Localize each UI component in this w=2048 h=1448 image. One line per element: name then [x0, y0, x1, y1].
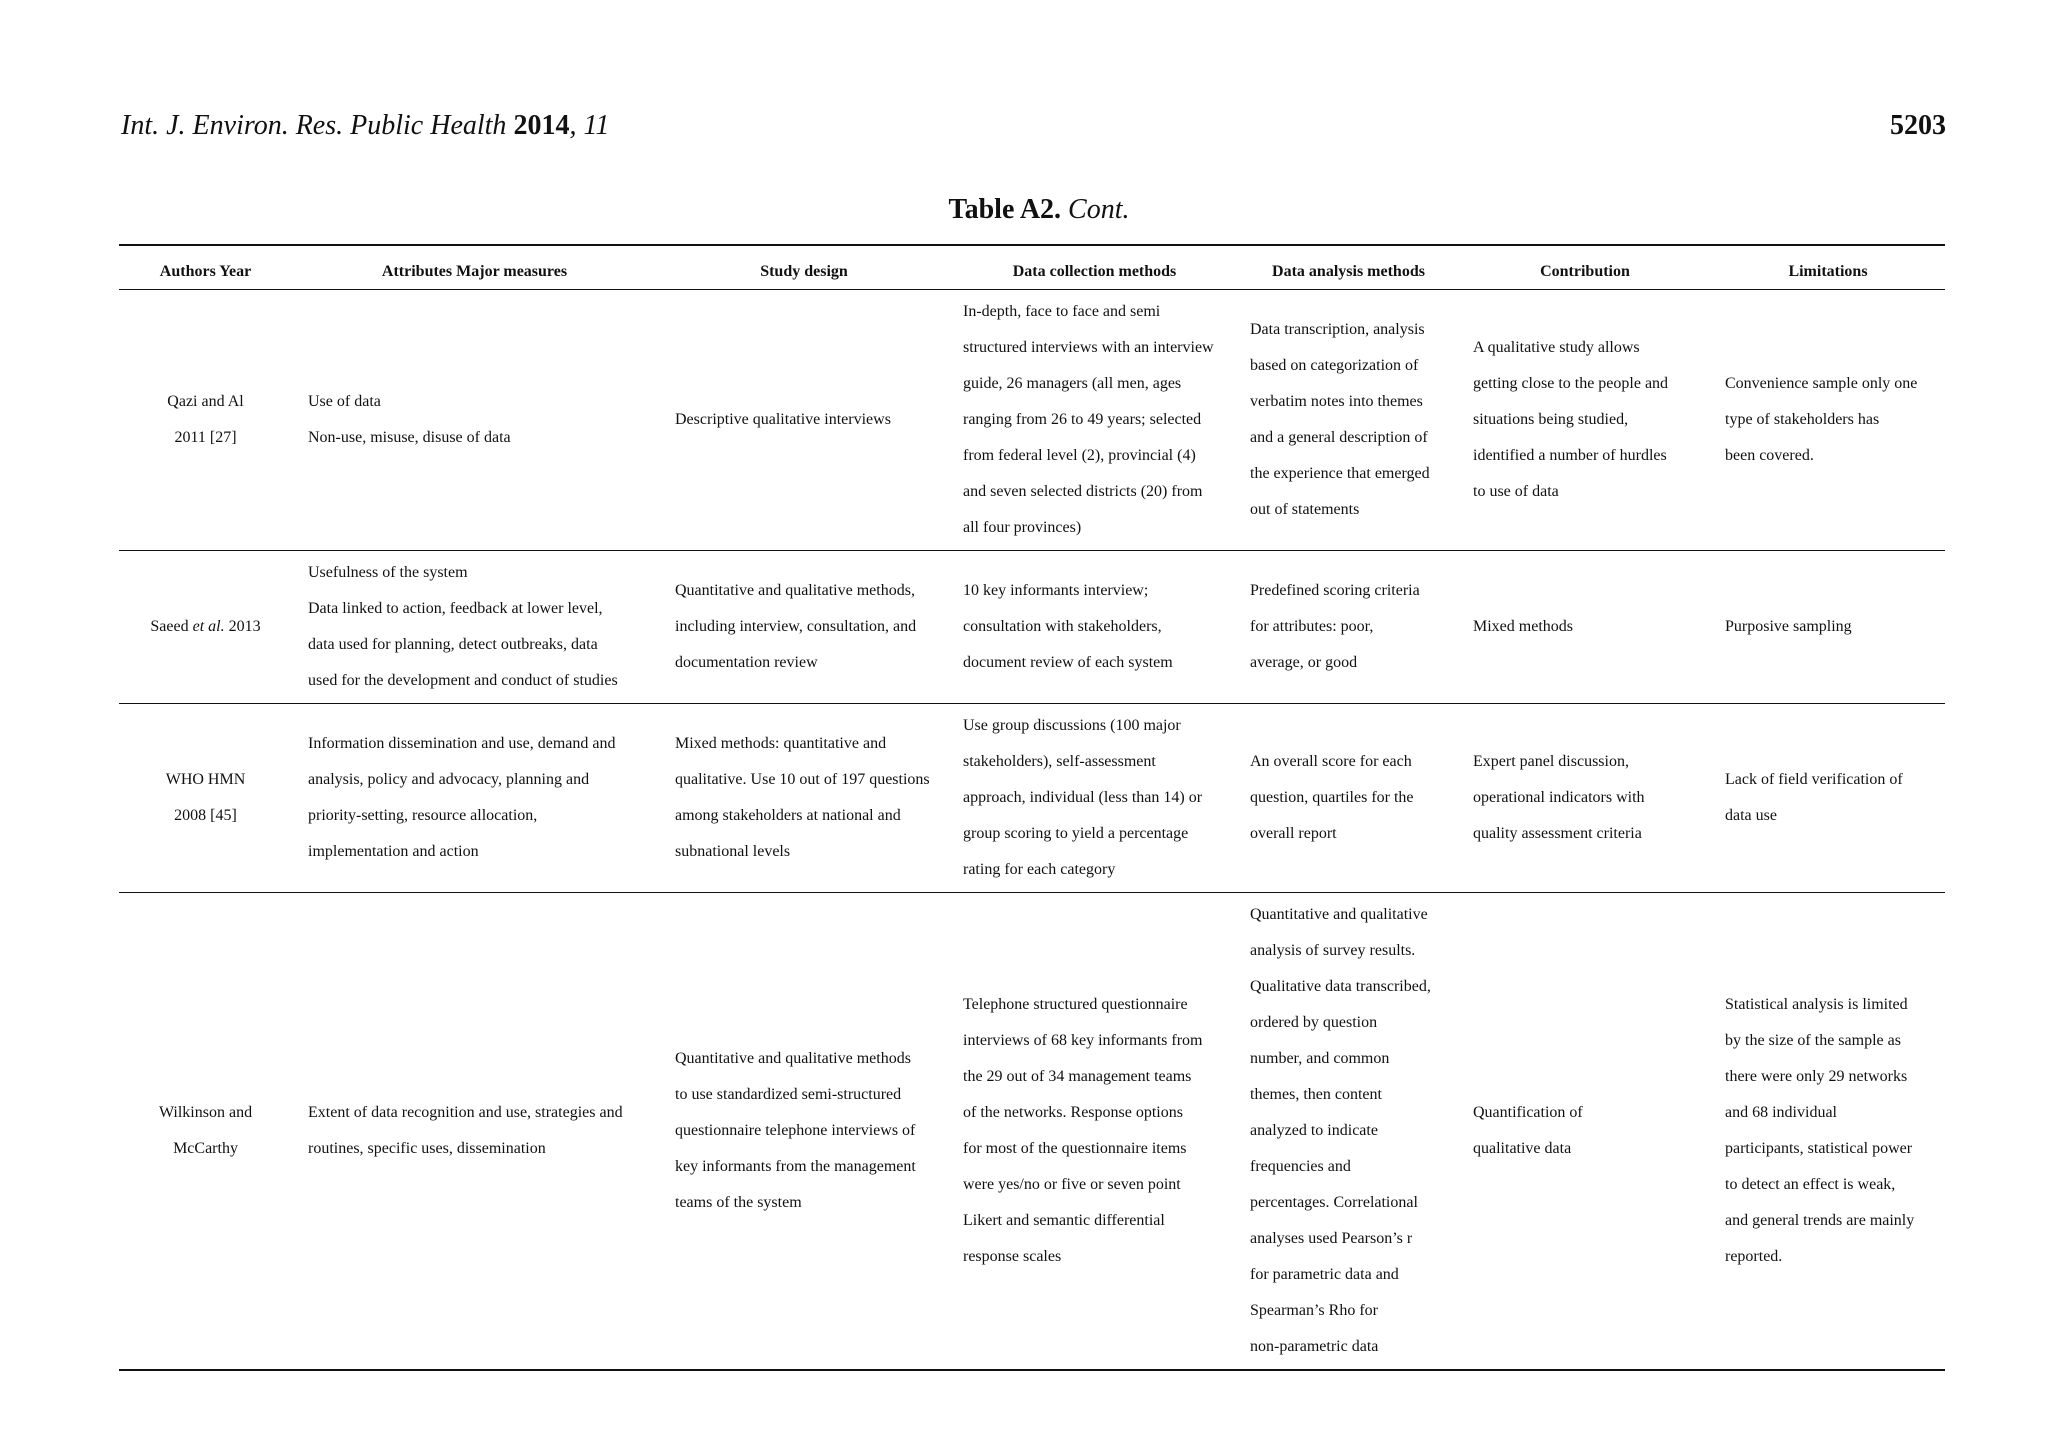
cell-line: to use of data [1473, 483, 1559, 500]
cell-line: Data linked to action, feedback at lower level, [308, 600, 603, 617]
cell-line: Use group discussions (100 major [963, 717, 1181, 734]
cell-line: data used for planning, detect outbreaks, data [308, 636, 598, 653]
cell-line: and general trends are mainly [1725, 1212, 1915, 1229]
table-cell-analysis [1238, 704, 1459, 893]
table-cell-limitations [1711, 893, 1945, 1371]
cell-line: the 29 out of 34 management teams [963, 1068, 1192, 1085]
table-cell-limitations [1711, 290, 1945, 551]
cell-line: McCarthy [173, 1140, 238, 1157]
cell-line: 10 key informants interview; [963, 582, 1149, 599]
cell-line: verbatim notes into themes [1250, 393, 1423, 410]
cell-line: type of stakeholders has [1725, 411, 1880, 428]
cell-line: Wilkinson and [158, 1104, 253, 1121]
cell-line: data use [1725, 807, 1777, 824]
cell-line: routines, specific uses, dissemination [308, 1140, 546, 1157]
cell-line: response scales [963, 1248, 1062, 1265]
cell-line: participants, statistical power [1725, 1140, 1913, 1157]
cell-line: 2011 [27] [174, 429, 237, 446]
cell-line: for most of the questionnaire items [963, 1140, 1187, 1157]
table-header-row [119, 245, 1945, 290]
cell-line: overall report [1250, 825, 1337, 842]
cell-line: for attributes: poor, [1250, 618, 1374, 635]
cell-line: Spearman’s Rho for [1250, 1302, 1378, 1319]
cell-line: question, quartiles for the [1250, 789, 1414, 806]
cell-line: Data transcription, analysis [1250, 321, 1425, 338]
cell-line: implementation and action [308, 843, 479, 860]
cell-line: to use standardized semi-structured [675, 1086, 902, 1103]
column-header: Attributes Major measures [292, 245, 657, 290]
table-cell-design [657, 290, 951, 551]
cell-line: Statistical analysis is limited [1725, 996, 1908, 1013]
cell-line: frequencies and [1250, 1158, 1351, 1175]
table-cell-design [657, 893, 951, 1371]
cell-line: stakeholders), self-assessment [963, 753, 1156, 770]
cell-line: used for the development and conduct of studies [308, 672, 618, 689]
cell-line: for parametric data and [1250, 1266, 1399, 1283]
column-header: Data collection methods [951, 245, 1238, 290]
table-cell-analysis [1238, 551, 1459, 704]
cell-line: questionnaire telephone interviews of [675, 1122, 916, 1139]
journal-volume: 11 [583, 110, 610, 141]
cell-line: teams of the system [675, 1194, 802, 1211]
cell-line: qualitative data [1473, 1140, 1572, 1157]
cell-line: Likert and semantic differential [963, 1212, 1165, 1229]
table-cell-attributes [292, 704, 657, 893]
table-cell-design [657, 551, 951, 704]
cell-line: operational indicators with [1473, 789, 1645, 806]
cell-line: guide, 26 managers (all men, ages [963, 375, 1182, 392]
cell-line: quality assessment criteria [1473, 825, 1642, 842]
cell-line: Lack of field verification of [1725, 771, 1903, 788]
cell-line: qualitative. Use 10 out of 197 questions [675, 771, 930, 788]
table-body [119, 290, 1945, 1371]
cell-line: An overall score for each [1250, 753, 1412, 770]
cell-line: and a general description of [1250, 429, 1428, 446]
cell-line: consultation with stakeholders, [963, 618, 1162, 635]
cell-line: Quantitative and qualitative [1250, 906, 1428, 923]
cell-line: documentation review [675, 654, 818, 671]
cell-line: all four provinces) [963, 519, 1082, 536]
cell-line: priority-setting, resource allocation, [308, 807, 538, 824]
cell-line: out of statements [1250, 501, 1360, 518]
cell-line: structured interviews with an interview [963, 339, 1214, 356]
cell-line: based on categorization of [1250, 357, 1419, 374]
cell-line: there were only 29 networks [1725, 1068, 1908, 1085]
page-number: 5203 [1890, 110, 1946, 141]
cell-line: Telephone structured questionnaire [963, 996, 1188, 1013]
cell-line: Convenience sample only one [1725, 375, 1918, 392]
cell-line: Saeed et al. 2013 [150, 618, 261, 635]
column-header: Study design [657, 245, 951, 290]
cell-line: interviews of 68 key informants from [963, 1032, 1203, 1049]
journal-year: 2014 [513, 110, 570, 141]
cell-line: Quantitative and qualitative methods, [675, 582, 915, 599]
column-header: Limitations [1711, 245, 1945, 290]
cell-line: Quantitative and qualitative methods [675, 1050, 911, 1067]
cell-line: approach, individual (less than 14) or [963, 789, 1203, 806]
cell-line: and 68 individual [1725, 1104, 1837, 1121]
cell-line: Extent of data recognition and use, strategies and [308, 1104, 623, 1121]
table-cell-limitations [1711, 551, 1945, 704]
cell-line: Descriptive qualitative interviews [675, 411, 891, 428]
table-cell-authors [119, 290, 292, 551]
column-header: Contribution [1459, 245, 1711, 290]
studies-table [119, 244, 1945, 1371]
cell-line: ordered by question [1250, 1014, 1378, 1031]
table-cell-attributes [292, 290, 657, 551]
table-cell-analysis [1238, 290, 1459, 551]
table-caption [0, 194, 2048, 226]
cell-line: number, and common [1250, 1050, 1390, 1067]
cell-line: rating for each category [963, 861, 1116, 878]
cell-line: reported. [1725, 1248, 1783, 1265]
cell-line: non-parametric data [1250, 1338, 1379, 1355]
cell-line: and seven selected districts (20) from [963, 483, 1203, 500]
cell-line: including interview, consultation, and [675, 618, 917, 635]
journal-name: Int. J. Environ. Res. Public Health [121, 110, 507, 141]
cell-line: Expert panel discussion, [1473, 753, 1629, 770]
cell-line: Purposive sampling [1725, 618, 1852, 635]
cell-line: from federal level (2), provincial (4) [963, 447, 1196, 464]
cell-line: subnational levels [675, 843, 791, 860]
cell-line: Usefulness of the system [308, 564, 468, 581]
cell-line: percentages. Correlational [1250, 1194, 1418, 1211]
cell-line: to detect an effect is weak, [1725, 1176, 1896, 1193]
column-header: Authors Year [119, 245, 292, 290]
cell-line: Mixed methods: quantitative and [675, 735, 887, 752]
table-cell-collection [951, 290, 1238, 551]
cell-line: In-depth, face to face and semi [963, 303, 1161, 320]
cell-line: by the size of the sample as [1725, 1032, 1901, 1049]
table-row [119, 893, 1945, 1371]
cell-line: among stakeholders at national and [675, 807, 901, 824]
cell-line: of the networks. Response options [963, 1104, 1183, 1121]
cell-line: Quantification of [1473, 1104, 1583, 1121]
cell-line: analyzed to indicate [1250, 1122, 1378, 1139]
table-cell-collection [951, 704, 1238, 893]
cell-line: WHO HMN [165, 771, 246, 788]
cell-line: average, or good [1250, 654, 1358, 671]
table-cell-authors [119, 551, 292, 704]
cell-line: were yes/no or five or seven point [963, 1176, 1181, 1193]
cell-line: Use of data [308, 393, 381, 410]
table-cell-contribution [1459, 551, 1711, 704]
cell-line: Non-use, misuse, disuse of data [308, 429, 511, 446]
cell-line: the experience that emerged [1250, 465, 1430, 482]
table-cell-contribution [1459, 290, 1711, 551]
cell-line: Predefined scoring criteria [1250, 582, 1420, 599]
cell-line: key informants from the management [675, 1158, 916, 1175]
table-cell-limitations [1711, 704, 1945, 893]
cell-line: group scoring to yield a percentage [963, 825, 1189, 842]
table-row [119, 551, 1945, 704]
table-cell-collection [951, 551, 1238, 704]
cell-line: analysis of survey results. [1250, 942, 1416, 959]
table-row [119, 290, 1945, 551]
table-cell-collection [951, 893, 1238, 1371]
cell-line: been covered. [1725, 447, 1814, 464]
cell-line: Information dissemination and use, demand and [308, 735, 616, 752]
table-row [119, 704, 1945, 893]
cell-line: analysis, policy and advocacy, planning and [308, 771, 590, 788]
cell-line: Qualitative data transcribed, [1250, 978, 1431, 995]
table-cell-authors [119, 893, 292, 1371]
table-cell-attributes [292, 551, 657, 704]
table-cell-design [657, 704, 951, 893]
cell-line: Qazi and Al [167, 393, 244, 410]
cell-line: A qualitative study allows [1473, 339, 1640, 356]
table-cell-attributes [292, 893, 657, 1371]
cell-line: themes, then content [1250, 1086, 1382, 1103]
table-caption-suffix: Cont. [1068, 194, 1130, 225]
table-cell-authors [119, 704, 292, 893]
table-cell-contribution [1459, 893, 1711, 1371]
running-header-citation: Int. J. Environ. Res. Public Health 2014, 11 [121, 110, 610, 141]
cell-line: ranging from 26 to 49 years; selected [963, 411, 1202, 428]
cell-line: document review of each system [963, 654, 1173, 671]
table-cell-contribution [1459, 704, 1711, 893]
cell-line: analyses used Pearson’s r [1250, 1230, 1413, 1247]
cell-line: getting close to the people and [1473, 375, 1669, 392]
table-cell-analysis [1238, 893, 1459, 1371]
cell-line: identified a number of hurdles [1473, 447, 1667, 464]
cell-line: Mixed methods [1473, 618, 1573, 635]
column-header: Data analysis methods [1238, 245, 1459, 290]
cell-line: 2008 [45] [174, 807, 237, 824]
table-caption-label: Table A2. [948, 194, 1062, 225]
cell-line: situations being studied, [1473, 411, 1629, 428]
